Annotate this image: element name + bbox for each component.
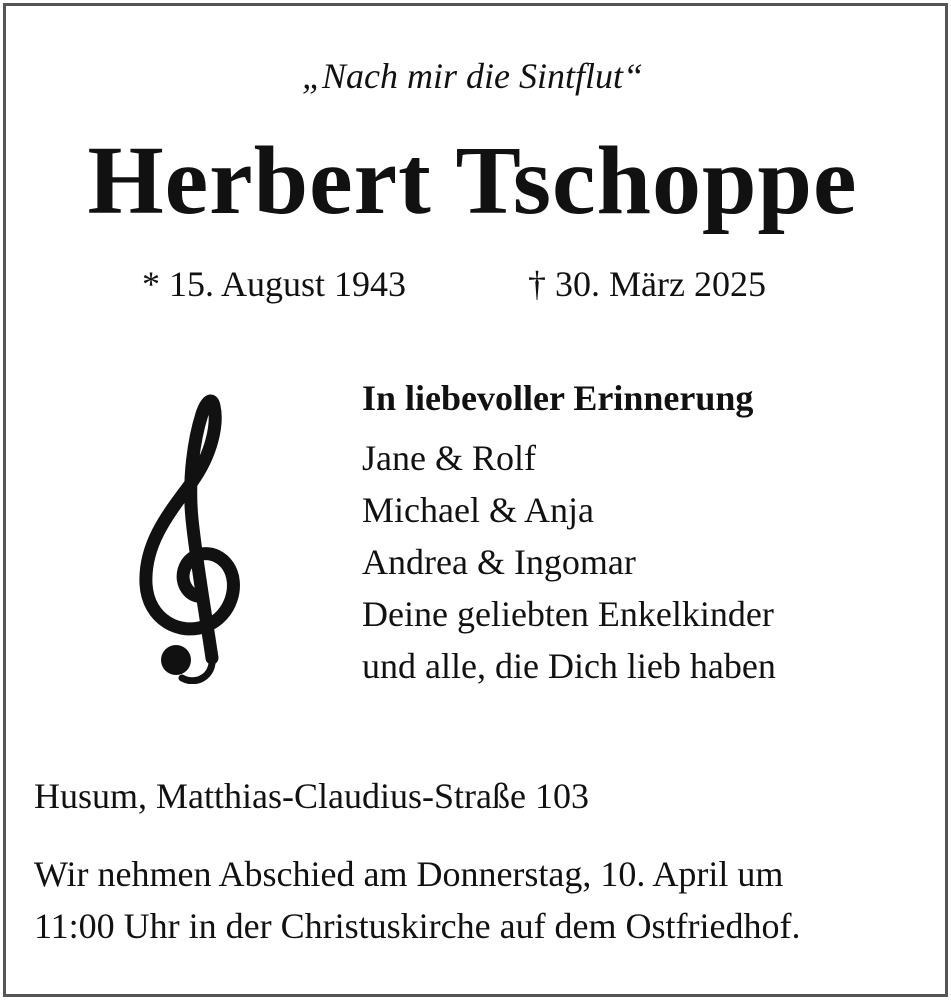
mourner-line: Michael & Anja bbox=[362, 490, 594, 530]
death-date: † 30. März 2025 bbox=[528, 264, 766, 304]
address: Husum, Matthias-Claudius-Straße 103 bbox=[34, 776, 589, 816]
mourner-line: und alle, die Dich lieb haben bbox=[362, 646, 776, 686]
service-line: Wir nehmen Abschied am Donnerstag, 10. April um bbox=[34, 854, 784, 894]
service-announcement bbox=[34, 848, 801, 952]
mourners-list bbox=[362, 436, 776, 696]
service-line: 11:00 Uhr in der Christuskirche auf dem Ostfriedhof. bbox=[34, 906, 801, 946]
mourner-line: Jane & Rolf bbox=[362, 438, 536, 478]
birth-date: * 15. August 1943 bbox=[142, 264, 407, 304]
tribute-heading: In liebevoller Erinnerung bbox=[362, 378, 754, 418]
deceased-name: Herbert Tschoppe bbox=[87, 127, 858, 235]
motto-quote: „Nach mir die Sintflut“ bbox=[301, 56, 644, 96]
mourner-line: Deine geliebten Enkelkinder bbox=[362, 594, 774, 634]
mourner-line: Andrea & Ingomar bbox=[362, 542, 636, 582]
treble-clef-icon bbox=[132, 384, 244, 684]
